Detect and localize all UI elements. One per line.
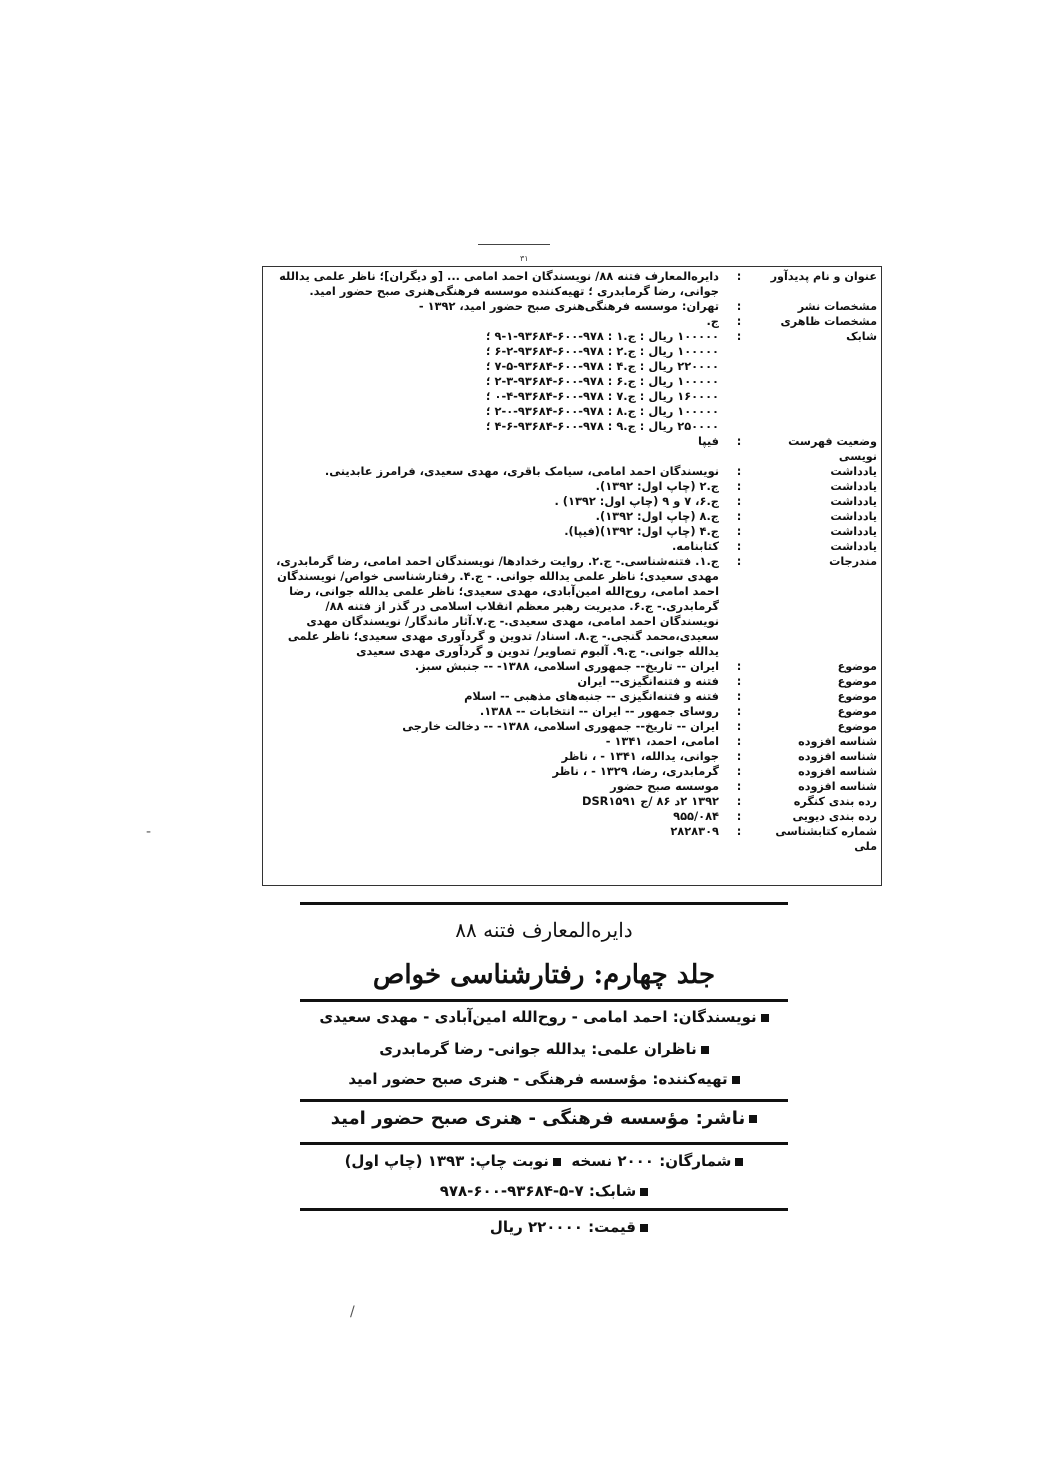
catalog-row-label: موضوع: [837, 690, 877, 703]
catalog-row: [263, 329, 877, 434]
catalog-row: [263, 824, 877, 854]
catalog-row-value: امامی، احمد، ۱۳۴۱ -: [605, 734, 719, 748]
catalog-row: [263, 809, 877, 824]
catalog-row-label: یادداشت: [830, 465, 877, 478]
catalog-row-label: موضوع: [837, 660, 877, 673]
catalog-row-value: ج.۱. فتنه‌شناسی.- ج.۲. روایت رخدادها/ نویسندگان احمد امامی، رضا گرمابدری، مهدی سعیدی؛ ناظر علمی یدالله جوانی. - ج.۴. رفتارشناسی خواص/ نویسندگان احمد امامی، روح‌الله امین‌آبادی، مهدی سعیدی؛ ناظر علمی یدالله جوانی، رضا گرمابدری.- ج.۶. مدیریت رهبر معظم انقلاب اسلامی در گذر از فتنه ۸۸/ نویسندگان احمد امامی، مهدی سعیدی.- ج.۷.آثار ماندگار/ نویسندگان مهدی سعیدی،محمد گنجی.- ج.۸. اسناد/ تدوین و گردآوری مهدی سعیدی؛ ناظر علمی یدالله جوانی.- ج.۹. آلبوم تصاویر/ تدوین و گردآوری مهدی سعیدی: [272, 554, 719, 658]
catalog-row-colon: :: [736, 539, 742, 553]
producer-text: تهیه‌کننده: مؤسسه فرهنگی - هنری صبح حضور امید: [348, 1070, 728, 1088]
catalog-row-colon: :: [736, 494, 742, 508]
catalog-row-colon: :: [736, 779, 742, 793]
rule-5: [300, 1208, 788, 1211]
print-info-line: [300, 1152, 788, 1170]
publisher-line: [300, 1108, 788, 1129]
catalog-row-colon: :: [736, 824, 742, 838]
catalog-row: [263, 734, 877, 749]
catalog-row-colon: :: [736, 689, 742, 703]
price-text: قیمت: ۲۲۰۰۰۰ ریال: [489, 1218, 636, 1236]
producer-line: [300, 1070, 788, 1088]
series-title: دایره‌المعارف فتنه ۸۸: [455, 918, 633, 942]
catalog-row: [263, 434, 877, 464]
rule-top: [300, 902, 788, 905]
bullet-square-icon: [640, 1224, 648, 1232]
catalog-row-value: ج.۶، ۷ و ۹ (چاپ اول: ۱۳۹۲) .: [554, 494, 719, 508]
catalog-row: [263, 779, 877, 794]
catalog-row-label: یادداشت: [830, 480, 877, 493]
catalog-row-label: مشخصات نشر: [797, 300, 877, 313]
catalog-row: [263, 554, 877, 659]
edition-text: نوبت چاپ: ۱۳۹۳ (چاپ اول): [344, 1152, 549, 1170]
catalog-row-value: ج.۸ (چاپ اول: ۱۳۹۲).: [595, 509, 719, 523]
catalog-row-value: روسای جمهور -- ایران -- انتخابات -- ۱۳۸۸.: [479, 704, 719, 718]
bullet-square-icon: [735, 1158, 743, 1166]
stray-mark: /: [350, 1304, 355, 1320]
catalog-row-label: شناسه افزوده: [798, 735, 877, 748]
catalog-row-value: گرمابدری، رضا، ۱۳۲۹ - ، ناظر: [552, 764, 719, 778]
page-mark: ٣١: [520, 254, 529, 263]
publisher-text: ناشر: مؤسسه فرهنگی - هنری صبح حضور امید: [330, 1108, 746, 1129]
catalog-row: [263, 719, 877, 734]
catalog-row-label: یادداشت: [830, 495, 877, 508]
catalog-row-label: شناسه افزوده: [798, 780, 877, 793]
catalog-row-colon: :: [736, 269, 742, 283]
catalog-row-value: ۱۳۹۲ ۲د ۸۶ /ج DSR۱۵۹۱: [581, 794, 719, 808]
catalog-row-colon: :: [736, 524, 742, 538]
catalog-row-value: ایران -- تاریخ-- جمهوری اسلامی، ۱۳۸۸- -- دخالت خارجی: [402, 719, 719, 733]
catalog-row-colon: :: [736, 509, 742, 523]
catalog-row: [263, 479, 877, 494]
catalog-row: [263, 494, 877, 509]
catalog-row: [263, 299, 877, 314]
catalog-row-value: ج.۴ (چاپ اول: ۱۳۹۲)(فیپا).: [564, 524, 719, 538]
catalog-row-value: ۲۸۲۸۳۰۹: [670, 824, 719, 838]
catalog-row-label: موضوع: [837, 720, 877, 733]
catalog-row-colon: :: [736, 314, 742, 328]
catalog-row-value: دایره‌المعارف فتنه ۸۸/ نویسندگان احمد امامی ... [و دیگران]؛ ناظر علمی یدالله جوانی، رضا گرمابدری ؛ تهیه‌کننده موسسه فرهنگی‌هنری صبح حضور امید.: [275, 269, 719, 298]
rule-4: [300, 1142, 788, 1145]
catalog-row-value: نویسندگان احمد امامی، سیامک باقری، مهدی سعیدی، فرامرز عابدینی.: [324, 464, 719, 478]
catalog-row: [263, 464, 877, 479]
volume-title: جلد چهارم: رفتارشناسی خواص: [372, 960, 716, 990]
isbn-line: [300, 1182, 788, 1200]
catalog-row: [263, 689, 877, 704]
catalog-row-colon: :: [736, 719, 742, 733]
bullet-square-icon: [749, 1115, 757, 1123]
catalog-row: [263, 269, 877, 299]
circulation-text: شمارگان: ۲۰۰۰ نسخه: [571, 1152, 732, 1170]
catalog-row-value: موسسه صبح حضور: [610, 779, 719, 793]
catalog-row: [263, 314, 877, 329]
catalog-row: [263, 704, 877, 719]
supervisors-line: [300, 1040, 788, 1058]
catalog-row-value: کتابنامه.: [671, 539, 719, 553]
bullet-square-icon: [732, 1076, 740, 1084]
catalog-row-colon: :: [736, 329, 742, 343]
catalog-row: [263, 794, 877, 809]
catalog-row-colon: :: [736, 794, 742, 808]
bullet-square-icon: [640, 1188, 648, 1196]
catalog-row-colon: :: [736, 704, 742, 718]
catalog-row-label: شابک: [846, 330, 877, 343]
catalog-row-label: رده بندی دیویی: [792, 810, 877, 823]
catalog-row-value: ۹۵۵/۰۸۴: [673, 809, 719, 823]
catalog-row-label: مندرجات: [829, 555, 877, 568]
catalog-row-label: موضوع: [837, 705, 877, 718]
catalog-row-colon: :: [736, 299, 742, 313]
catalog-row-value: جوانی، یدالله، ۱۳۴۱ - ، ناظر: [561, 749, 719, 763]
catalog-row: [263, 674, 877, 689]
catalog-row: [263, 749, 877, 764]
catalog-row: [263, 764, 877, 779]
catalog-row-label: یادداشت: [830, 525, 877, 538]
catalog-row-colon: :: [736, 554, 742, 568]
catalog-row-value: تهران: موسسه فرهنگی‌هنری صبح حضور امید، ۱۳۹۲ -: [418, 299, 719, 313]
catalog-row: [263, 524, 877, 539]
catalog-row-label: مشخصات ظاهری: [780, 315, 877, 328]
catalog-row-value: ۱۰۰۰۰۰ ریال : ج.۱ : ۹۷۸-۶۰۰-۹۳۶۸۴-۱-۹ ؛ ۱۰۰۰۰۰ ریال : ج.۲ : ۹۷۸-۶۰۰-۹۳۶۸۴-۲-۶ ؛ ۲۲۰۰۰۰ ریال : ج.۴ : ۹۷۸-۶۰۰-۹۳۶۸۴-۵-۷ ؛ ۱۰۰۰۰۰ ریال : ج.۶ : ۹۷۸-۶۰۰-۹۳۶۸۴-۳-۲ ؛ ۱۶۰۰۰۰ ریال : ج.۷ : ۹۷۸-۶۰۰-۹۳۶۸۴-۴-۰ ؛ ۱۰۰۰۰۰ ریال : ج.۸ : ۹۷۸-۶۰۰-۹۳۶۸۴-۰-۲ ؛ ۲۵۰۰۰۰ ریال : ج.۹ : ۹۷۸-۶۰۰-۹۳۶۸۴-۶-۴ ؛: [485, 329, 719, 433]
catalog-row-label: رده بندی کنگره: [793, 795, 877, 808]
catalog-row-label: موضوع: [837, 675, 877, 688]
catalog-row-colon: :: [736, 464, 742, 478]
stray-mark: -: [146, 824, 152, 840]
catalog-row-label: شناسه افزوده: [798, 750, 877, 763]
catalog-row-value: فتنه و فتنه‌انگیزی-- ایران: [577, 674, 719, 688]
supervisors-text: ناظران علمی: یدالله جوانی- رضا گرمابدری: [379, 1040, 697, 1058]
catalog-row-colon: :: [736, 734, 742, 748]
catalog-row-colon: :: [736, 479, 742, 493]
price-line: [490, 1218, 648, 1236]
catalog-row-label: یادداشت: [830, 540, 877, 553]
catalog-row-label: شناسه افزوده: [798, 765, 877, 778]
catalog-row-label: شماره کتابشناسی ملی: [775, 825, 877, 853]
catalog-row-colon: :: [736, 659, 742, 673]
catalog-row-colon: :: [736, 749, 742, 763]
catalog-row-colon: :: [736, 809, 742, 823]
catalog-row: [263, 509, 877, 524]
catalog-row-label: عنوان و نام پدیدآور: [770, 270, 877, 283]
catalog-row: [263, 539, 877, 554]
catalog-row-colon: :: [736, 434, 742, 448]
authors-line: [300, 1008, 788, 1026]
bullet-square-icon: [553, 1158, 561, 1166]
catalog-row-value: فیپا: [697, 434, 719, 448]
catalog-record-box: [262, 266, 882, 886]
catalog-row-colon: :: [736, 764, 742, 778]
bullet-square-icon: [761, 1014, 769, 1022]
catalog-row-value: ج.۲ (چاپ اول: ۱۳۹۲).: [595, 479, 719, 493]
catalog-row-label: یادداشت: [830, 510, 877, 523]
catalog-row: [263, 659, 877, 674]
rule-3: [300, 1099, 788, 1102]
catalog-row-label: وضعیت فهرست نویسی: [788, 435, 877, 463]
catalog-row-value: فتنه و فتنه‌انگیزی -- جنبه‌های مذهبی -- اسلام: [464, 689, 719, 703]
colophon: [300, 902, 788, 1248]
isbn-text: شابک: ۷-۵-۹۳۶۸۴-۶۰۰-۹۷۸: [439, 1182, 637, 1200]
authors-text: نویسندگان: احمد امامی - روح‌الله امین‌آبادی - مهدی سعیدی: [319, 1008, 757, 1026]
top-dash: [478, 244, 550, 245]
catalog-row-value: ایران -- تاریخ-- جمهوری اسلامی، ۱۳۸۸- -- جنبش سبز.: [414, 659, 719, 673]
catalog-row-value: ج.: [706, 314, 719, 328]
rule-2: [300, 999, 788, 1002]
bullet-square-icon: [701, 1046, 709, 1054]
catalog-row-colon: :: [736, 674, 742, 688]
